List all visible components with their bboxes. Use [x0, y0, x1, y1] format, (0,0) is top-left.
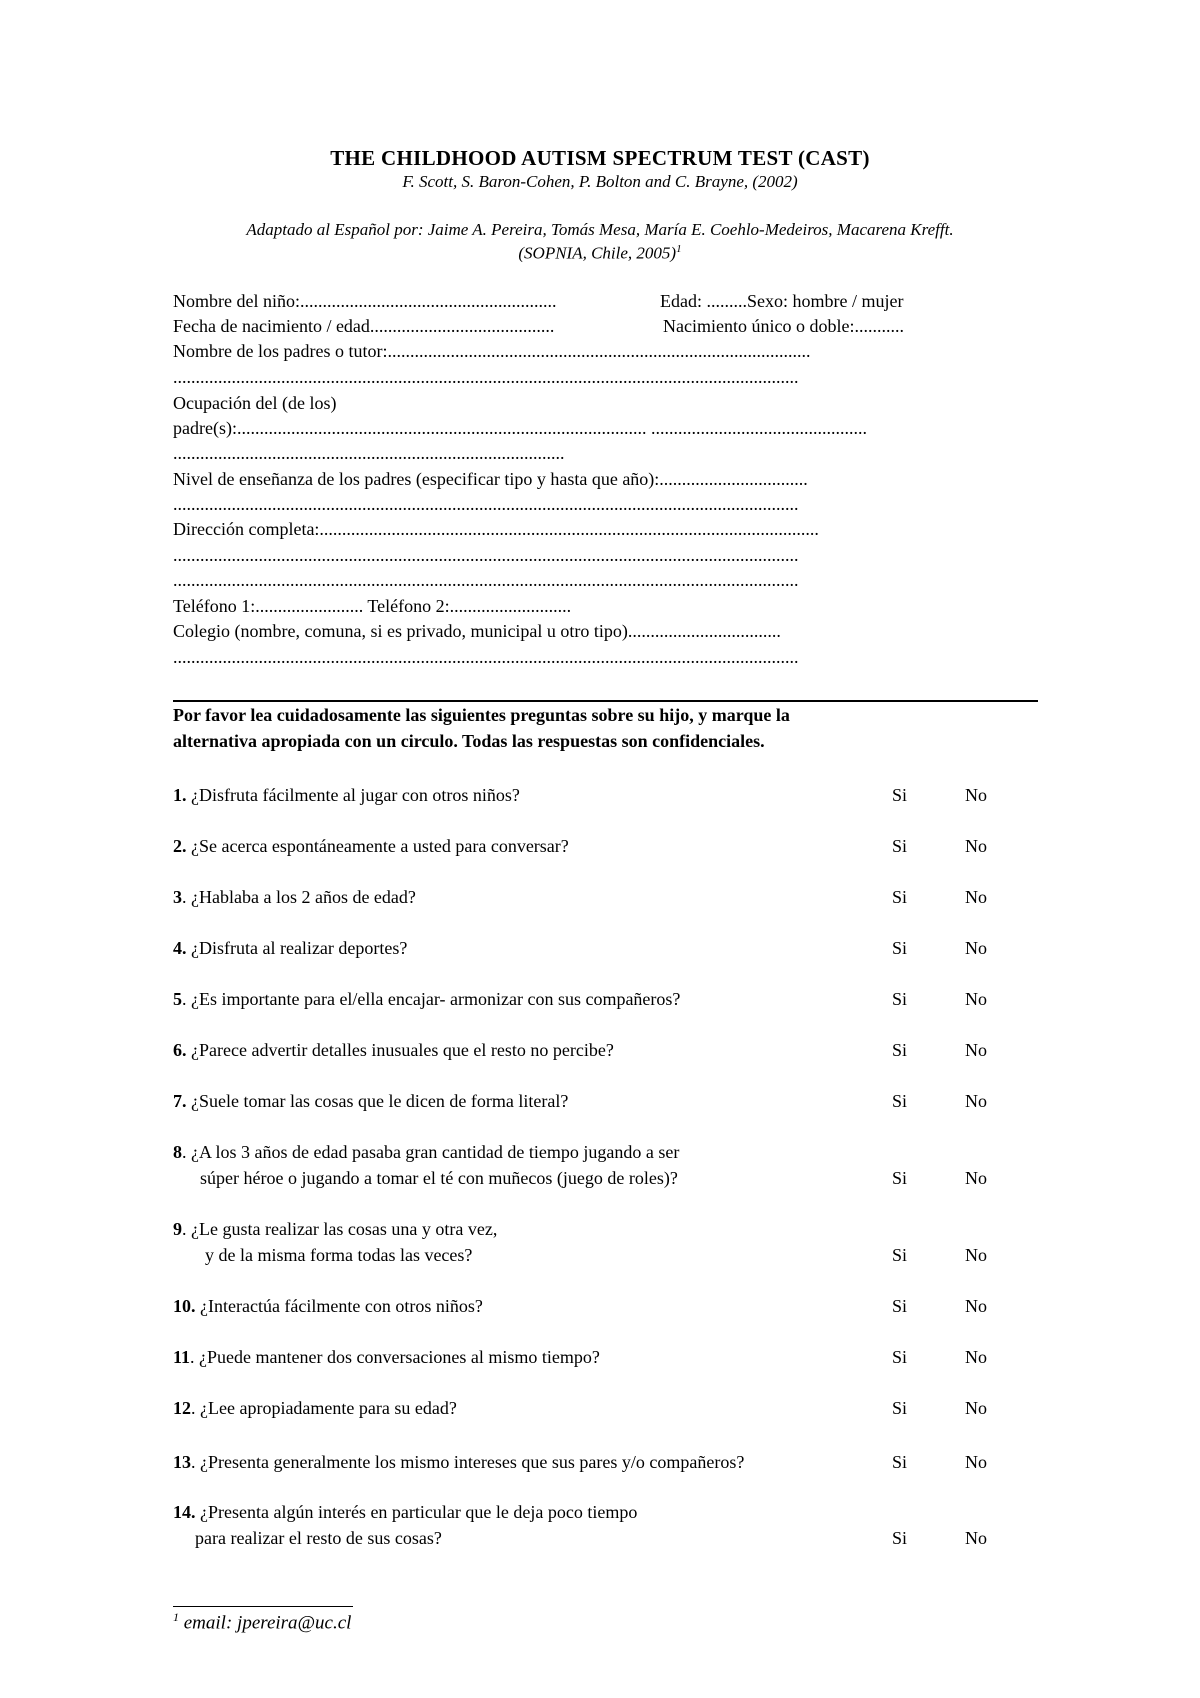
- answer-no[interactable]: No: [965, 1452, 987, 1472]
- question-number: 12: [173, 1398, 191, 1418]
- answer-yes[interactable]: Si: [892, 1040, 908, 1060]
- field-fecha-nacimiento[interactable]: Fecha de nacimiento / edad.........................................: [173, 316, 555, 336]
- question-number: 10.: [173, 1296, 196, 1316]
- answer-yes[interactable]: Si: [892, 989, 908, 1009]
- question-text-cont: súper héroe o jugando a tomar el té con muñecos (juego de roles)?: [200, 1168, 678, 1188]
- question-text: ¿Se acerca espontáneamente a usted para conversar?: [191, 836, 569, 856]
- question-text: . ¿A los 3 años de edad pasaba gran cantidad de tiempo jugando a ser: [182, 1142, 680, 1162]
- section-divider: [173, 700, 1038, 702]
- instructions-line-1: Por favor lea cuidadosamente las siguientes preguntas sobre su hijo, y marque la: [173, 705, 790, 725]
- answer-yes[interactable]: Si: [892, 1398, 908, 1418]
- question-text-cont: y de la misma forma todas las veces?: [205, 1245, 473, 1265]
- question-text: ¿Suele tomar las cosas que le dicen de forma literal?: [191, 1091, 569, 1111]
- answer-no[interactable]: No: [965, 1296, 987, 1316]
- question-text: ¿Disfruta fácilmente al jugar con otros niños?: [191, 785, 520, 805]
- question-number: 13: [173, 1452, 191, 1472]
- field-ocupacion[interactable]: padre(s):........................................................................................... ................................................: [173, 418, 867, 438]
- question-text-cont: para realizar el resto de sus cosas?: [195, 1528, 442, 1548]
- question-text: ¿Disfruta al realizar deportes?: [191, 938, 408, 958]
- answer-yes[interactable]: Si: [892, 1452, 908, 1472]
- answer-yes[interactable]: Si: [892, 887, 908, 907]
- question-text: . ¿Presenta generalmente los mismo intereses que sus pares y/o compañeros?: [191, 1452, 745, 1472]
- answer-no[interactable]: No: [965, 938, 987, 958]
- question-text: ¿Presenta algún interés en particular que le deja poco tiempo: [200, 1502, 638, 1522]
- field-telefonos[interactable]: Teléfono 1:........................ Teléfono 2:...........................: [173, 596, 572, 616]
- question-number: 5: [173, 989, 182, 1009]
- question-text: . ¿Le gusta realizar las cosas una y otra vez,: [182, 1219, 498, 1239]
- answer-no[interactable]: No: [965, 785, 987, 805]
- adapted-org-text: (SOPNIA, Chile, 2005): [518, 243, 677, 263]
- question-text: . ¿Puede mantener dos conversaciones al mismo tiempo?: [190, 1347, 600, 1367]
- footnote-divider: [173, 1606, 353, 1607]
- question-text: ¿Parece advertir detalles inusuales que el resto no percibe?: [191, 1040, 614, 1060]
- answer-no[interactable]: No: [965, 836, 987, 856]
- authors-line: F. Scott, S. Baron-Cohen, P. Bolton and C. Brayne, (2002): [402, 172, 798, 191]
- field-colegio[interactable]: Colegio (nombre, comuna, si es privado, municipal u otro tipo)..................................: [173, 621, 781, 641]
- field-edad-sexo[interactable]: Edad: .........Sexo: hombre / mujer: [660, 291, 904, 311]
- question-number: 7.: [173, 1091, 187, 1111]
- field-nombre-padres-cont[interactable]: ...........................................................................................................................................: [173, 367, 799, 387]
- field-nombre-nino[interactable]: Nombre del niño:.........................................................: [173, 291, 557, 311]
- answer-no[interactable]: No: [965, 989, 987, 1009]
- question-number: 2.: [173, 836, 187, 856]
- question-number: 6.: [173, 1040, 187, 1060]
- question-number: 1.: [173, 785, 187, 805]
- answer-yes[interactable]: Si: [892, 1168, 908, 1188]
- answer-no[interactable]: No: [965, 1245, 987, 1265]
- field-ocupacion-label: Ocupación del (de los): [173, 393, 337, 413]
- question-number: 8: [173, 1142, 182, 1162]
- answer-no[interactable]: No: [965, 1347, 987, 1367]
- footnote: [173, 1610, 351, 1634]
- footnote-mark: 1: [173, 1610, 179, 1624]
- document-title: THE CHILDHOOD AUTISM SPECTRUM TEST (CAST): [330, 146, 870, 170]
- answer-yes[interactable]: Si: [892, 1528, 908, 1548]
- question-text: . ¿Es importante para el/ella encajar- armonizar con sus compañeros?: [182, 989, 681, 1009]
- question-number: 14.: [173, 1502, 196, 1522]
- answer-yes[interactable]: Si: [892, 1296, 908, 1316]
- answer-no[interactable]: No: [965, 1528, 987, 1548]
- question-text: ¿Interactúa fácilmente con otros niños?: [200, 1296, 483, 1316]
- footnote-email[interactable]: email: jpereira@uc.cl: [183, 1612, 352, 1634]
- field-colegio-cont[interactable]: ...........................................................................................................................................: [173, 647, 799, 667]
- adapted-org-line: [0, 243, 1200, 264]
- footnote-reference: 1: [676, 243, 682, 255]
- answer-no[interactable]: No: [965, 1040, 987, 1060]
- instructions-line-2: alternativa apropiada con un circulo. Todas las respuestas son confidenciales.: [173, 731, 765, 751]
- answer-yes[interactable]: Si: [892, 1245, 908, 1265]
- question-number: 4.: [173, 938, 187, 958]
- field-nacimiento-unico[interactable]: Nacimiento único o doble:...........: [663, 316, 904, 336]
- answer-yes[interactable]: Si: [892, 836, 908, 856]
- field-direccion-cont-2[interactable]: ...........................................................................................................................................: [173, 570, 799, 590]
- answer-no[interactable]: No: [965, 1091, 987, 1111]
- question-text: . ¿Lee apropiadamente para su edad?: [191, 1398, 457, 1418]
- field-direccion-cont-1[interactable]: ...........................................................................................................................................: [173, 545, 799, 565]
- adapted-by-line: Adaptado al Español por: Jaime A. Pereira, Tomás Mesa, María E. Coehlo-Medeiros, Macarena Krefft.: [246, 220, 954, 239]
- question-number: 11: [173, 1347, 191, 1367]
- field-ocupacion-cont[interactable]: .......................................................................................: [173, 443, 565, 463]
- answer-no[interactable]: No: [965, 1168, 987, 1188]
- answer-no[interactable]: No: [965, 1398, 987, 1418]
- field-nivel-ensenanza[interactable]: Nivel de enseñanza de los padres (especificar tipo y hasta que año):.................................: [173, 469, 808, 489]
- answer-no[interactable]: No: [965, 887, 987, 907]
- field-nombre-padres[interactable]: Nombre de los padres o tutor:..............................................................................................: [173, 341, 811, 361]
- answer-yes[interactable]: Si: [892, 1347, 908, 1367]
- answer-yes[interactable]: Si: [892, 1091, 908, 1111]
- field-nivel-ensenanza-cont[interactable]: ...........................................................................................................................................: [173, 494, 799, 514]
- field-direccion[interactable]: Dirección completa:...............................................................................................................: [173, 519, 819, 539]
- question-number: 9: [173, 1219, 182, 1239]
- answer-yes[interactable]: Si: [892, 785, 908, 805]
- answer-yes[interactable]: Si: [892, 938, 908, 958]
- question-text: . ¿Hablaba a los 2 años de edad?: [182, 887, 416, 907]
- question-number: 3: [173, 887, 182, 907]
